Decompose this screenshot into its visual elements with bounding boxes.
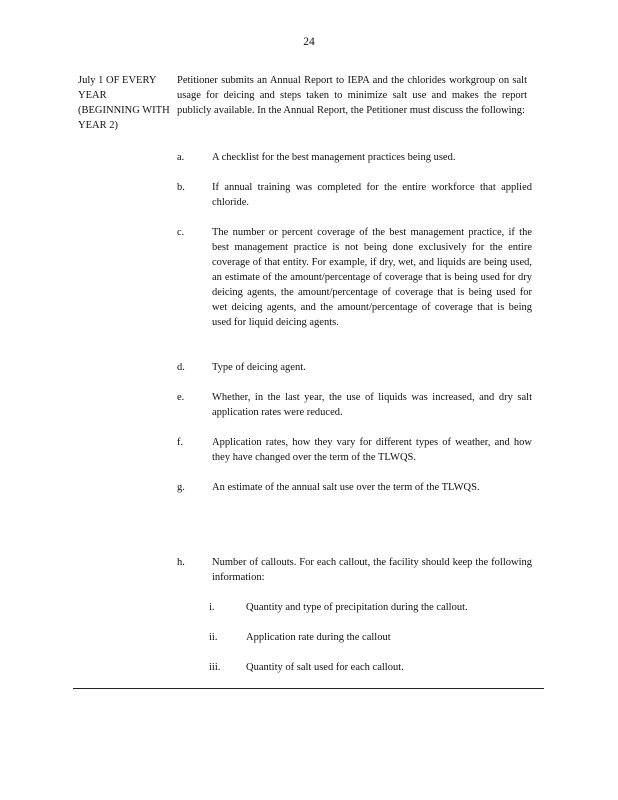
- sub-item-label: ii.: [209, 632, 218, 643]
- list-item-label: g.: [177, 482, 185, 493]
- list-item-label: h.: [177, 557, 185, 568]
- sub-item-label: iii.: [209, 662, 221, 673]
- list-item-text: If annual training was completed for the entire workforce that applied chloride.: [212, 182, 532, 208]
- list-item-text: Application rates, how they vary for different types of weather, and how they have changed over the term of the TLWQS.: [212, 437, 532, 463]
- list-item-label: b.: [177, 182, 185, 193]
- list-item-text: Type of deicing agent.: [212, 362, 306, 373]
- list-item-text: The number or percent coverage of the best management practice, if the best management practice is not being done exclusively for the entire coverage of that entity. For example, if dry, wet, and liquids are being used, an estimate of the amount/percentage of coverage that is being used for dry deicing agents, the amount/percentage of coverage that is being used for wet deicing agents, and the amount/percentage of coverage that is being used for liquid deicing agents.: [212, 227, 532, 328]
- list-item-text: Whether, in the last year, the use of liquids was increased, and dry salt application rates were reduced.: [212, 392, 532, 418]
- list-item-text: Number of callouts. For each callout, the facility should keep the following information:: [212, 557, 532, 583]
- list-item-text: A checklist for the best management practices being used.: [212, 152, 456, 163]
- sub-item-text: Quantity of salt used for each callout.: [246, 662, 404, 673]
- list-item-label: c.: [177, 227, 185, 238]
- list-item-label: d.: [177, 362, 185, 373]
- list-item-text: An estimate of the annual salt use over the term of the TLWQS.: [212, 482, 480, 493]
- sub-item-text: Application rate during the callout: [246, 632, 391, 643]
- list-item-label: f.: [177, 437, 184, 448]
- requirement-intro: Petitioner submits an Annual Report to IEPA and the chlorides workgroup on salt usage for deicing and steps taken to minimize salt use and makes the report publicly available. In the Annual Report, the Petitioner must discuss the following:: [177, 75, 527, 116]
- sub-item-text: Quantity and type of precipitation during the callout.: [246, 602, 468, 613]
- sub-item-label: i.: [209, 602, 215, 613]
- page-number: 24: [303, 36, 315, 48]
- list-item-label: e.: [177, 392, 185, 403]
- list-item-label: a.: [177, 152, 185, 163]
- section-divider: [73, 688, 544, 689]
- deadline-label: July 1 OF EVERY YEAR (BEGINNING WITH YEAR 2): [78, 75, 170, 131]
